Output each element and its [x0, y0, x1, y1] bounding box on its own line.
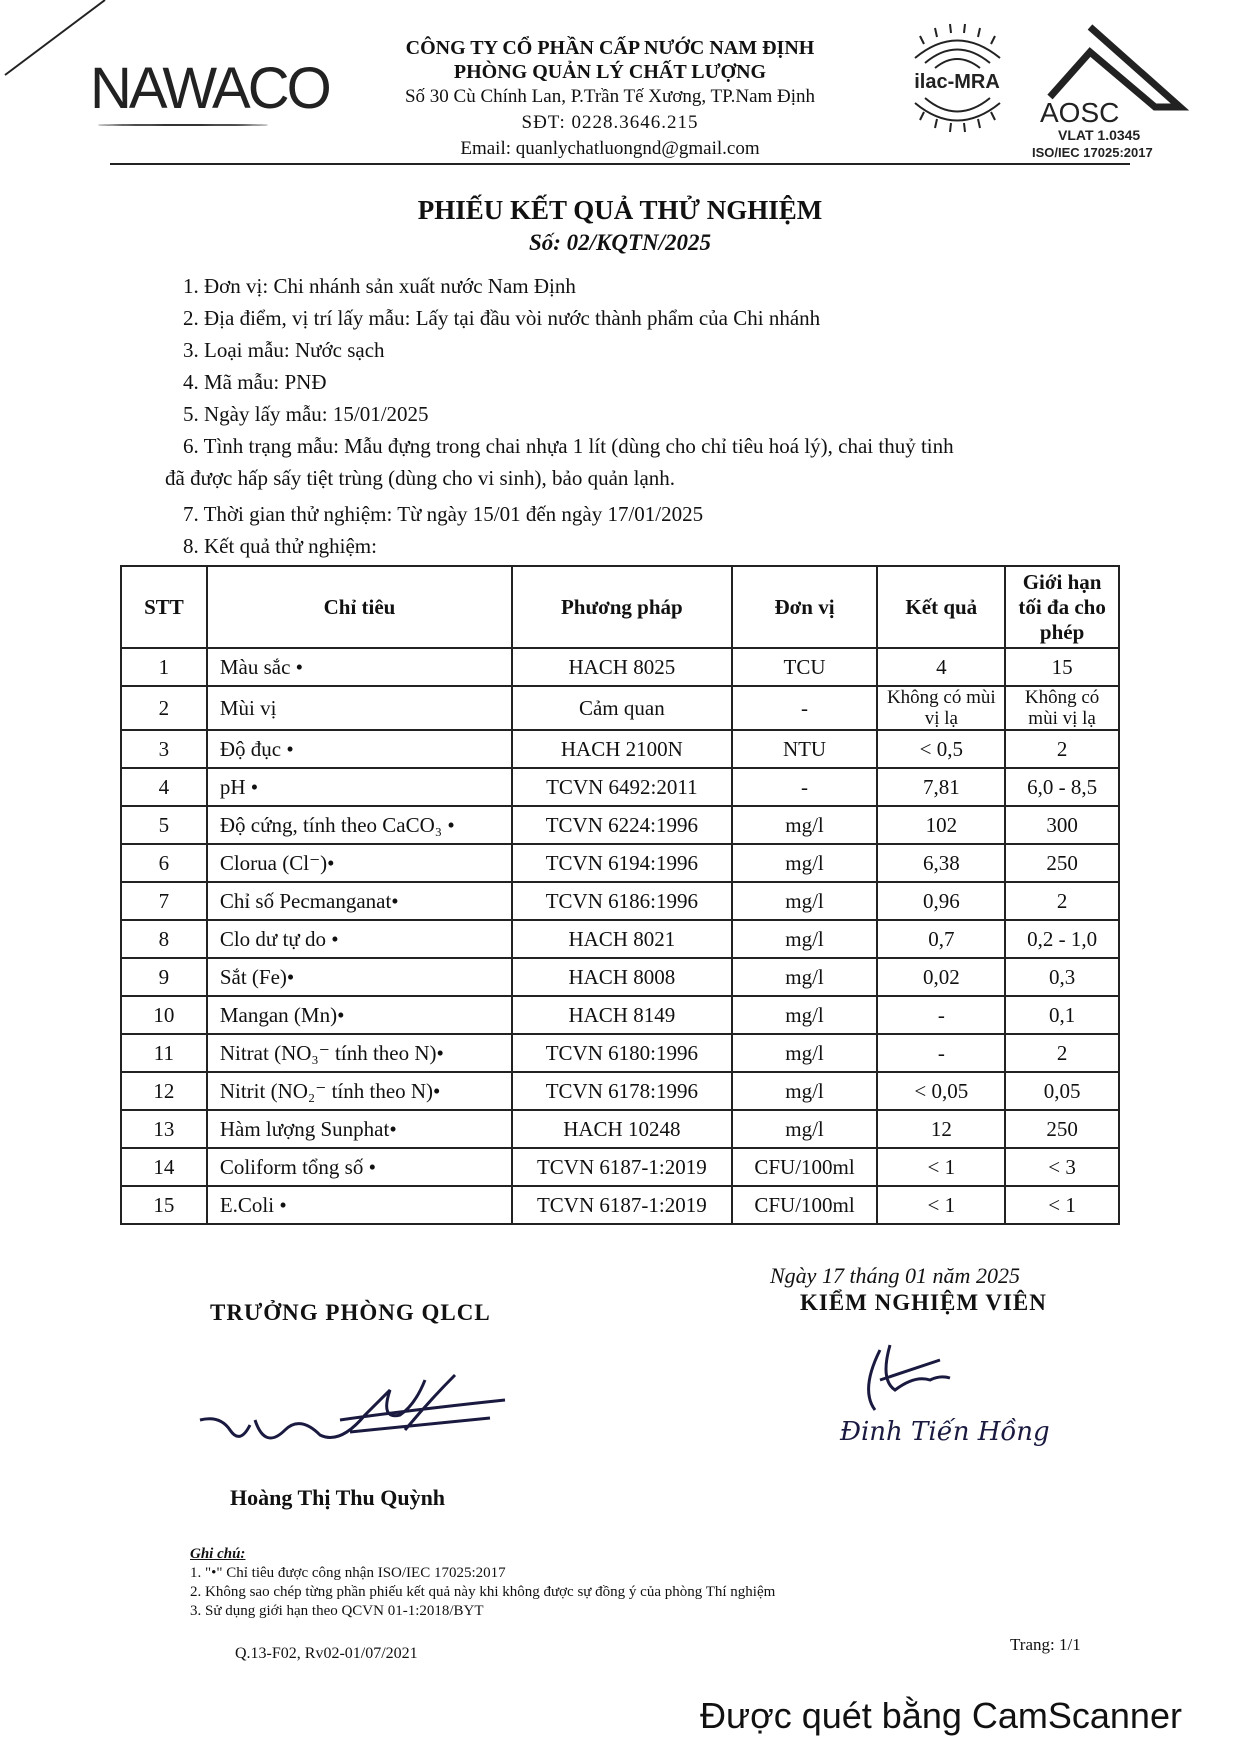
table-row	[121, 844, 1119, 882]
scanner-watermark: Được quét bằng CamScanner	[700, 1695, 1182, 1736]
cell-unit: -	[732, 686, 878, 730]
info-sample-state-cont: đã được hấp sấy tiệt trùng (dùng cho vi sinh), bảo quản lạnh.	[165, 466, 676, 490]
table-row	[121, 1110, 1119, 1148]
cell-unit: CFU/100ml	[732, 1148, 878, 1186]
cell-parameter: Nitrat (NO₃⁻ tính theo N)•	[207, 1034, 512, 1072]
cell-stt: 4	[121, 768, 207, 806]
table-row	[121, 1072, 1119, 1110]
info-test-time: 7. Thời gian thử nghiệm: Từ ngày 15/01 đến ngày 17/01/2025	[183, 502, 704, 526]
cell-limit: Không có mùi vị lạ	[1005, 686, 1119, 730]
aosc-text: AOSC	[1040, 97, 1120, 128]
info-location: 2. Địa điểm, vị trí lấy mẫu: Lấy tại đầu vòi nước thành phẩm của Chi nhánh	[183, 306, 821, 330]
cell-limit: 0,1	[1005, 996, 1119, 1034]
cell-unit: mg/l	[732, 844, 878, 882]
cell-stt: 13	[121, 1110, 207, 1148]
aosc-standard: ISO/IEC 17025:2017	[1032, 145, 1153, 160]
inspector-handwritten-name: Đinh Tiến Hồng	[840, 1417, 1050, 1447]
cell-unit: mg/l	[732, 996, 878, 1034]
company-address: Số 30 Cù Chính Lan, P.Trần Tế Xương, TP.Nam Định	[404, 86, 816, 107]
cell-result: < 1	[877, 1186, 1005, 1224]
table-row	[121, 1034, 1119, 1072]
cell-unit: mg/l	[732, 920, 878, 958]
info-sample-code: 4. Mã mẫu: PNĐ	[183, 370, 327, 394]
note-item: 2. Không sao chép từng phần phiếu kết quả này khi không được sự đồng ý của phòng Thí nghiệm	[190, 1584, 776, 1600]
cell-parameter: Mangan (Mn)•	[207, 996, 512, 1034]
cell-unit: CFU/100ml	[732, 1186, 878, 1224]
header-unit: Đơn vị	[732, 566, 878, 648]
table-row	[121, 920, 1119, 958]
cell-method: TCVN 6194:1996	[512, 844, 731, 882]
cell-result: < 0,5	[877, 730, 1005, 768]
cell-method: TCVN 6178:1996	[512, 1072, 731, 1110]
table-row	[121, 996, 1119, 1034]
cell-parameter: Sắt (Fe)•	[207, 958, 512, 996]
cell-stt: 3	[121, 730, 207, 768]
table-row	[121, 1186, 1119, 1224]
cell-limit: 250	[1005, 1110, 1119, 1148]
info-unit: 1. Đơn vị: Chi nhánh sản xuất nước Nam Định	[183, 274, 576, 298]
company-name: CÔNG TY CỔ PHẦN CẤP NƯỚC NAM ĐỊNH	[405, 37, 815, 59]
cell-parameter: Clo dư tự do •	[207, 920, 512, 958]
cell-stt: 2	[121, 686, 207, 730]
cell-method: Cảm quan	[512, 686, 731, 730]
notes-heading: Ghi chú:	[190, 1546, 246, 1562]
cell-stt: 10	[121, 996, 207, 1034]
cell-parameter: Hàm lượng Sunphat•	[207, 1110, 512, 1148]
company-email: Email: quanlychatluongnd@gmail.com	[460, 138, 760, 159]
cell-unit: -	[732, 768, 878, 806]
cell-stt: 12	[121, 1072, 207, 1110]
cell-result: 0,96	[877, 882, 1005, 920]
cell-limit: 2	[1005, 730, 1119, 768]
cell-method: TCVN 6187-1:2019	[512, 1186, 731, 1224]
cell-limit: 2	[1005, 1034, 1119, 1072]
header-limit: Giới hạn tối đa cho phép	[1005, 566, 1119, 648]
cell-unit: mg/l	[732, 806, 878, 844]
table-row	[121, 648, 1119, 686]
cell-stt: 15	[121, 1186, 207, 1224]
cell-method: TCVN 6186:1996	[512, 882, 731, 920]
ilac-mra-seal	[890, 18, 1025, 138]
cell-parameter: Màu sắc •	[207, 648, 512, 686]
cell-method: TCVN 6492:2011	[512, 768, 731, 806]
header-divider	[110, 163, 1130, 165]
document-title: PHIẾU KẾT QUẢ THỬ NGHIỆM	[417, 195, 823, 225]
cell-stt: 14	[121, 1148, 207, 1186]
table-row	[121, 1148, 1119, 1186]
aosc-code: VLAT 1.0345	[1058, 127, 1141, 143]
table-row	[121, 882, 1119, 920]
cell-result: 102	[877, 806, 1005, 844]
cell-limit: < 3	[1005, 1148, 1119, 1186]
cell-result: -	[877, 996, 1005, 1034]
cell-stt: 11	[121, 1034, 207, 1072]
note-item: 1. "•" Chỉ tiêu được công nhận ISO/IEC 17025:2017	[190, 1565, 506, 1581]
cell-method: HACH 8008	[512, 958, 731, 996]
info-sample-state: 6. Tình trạng mẫu: Mẫu đựng trong chai nhựa 1 lít (dùng cho chỉ tiêu hoá lý), chai thuỷ tinh	[183, 434, 954, 458]
cell-result: < 1	[877, 1148, 1005, 1186]
cell-unit: mg/l	[732, 958, 878, 996]
cell-parameter: Độ cứng, tính theo CaCO₃ •	[207, 806, 512, 844]
cell-stt: 9	[121, 958, 207, 996]
cell-parameter: Clorua (Cl⁻)•	[207, 844, 512, 882]
cell-parameter: E.Coli •	[207, 1186, 512, 1224]
cell-result: 0,7	[877, 920, 1005, 958]
cell-result: 6,38	[877, 844, 1005, 882]
cell-limit: 0,05	[1005, 1072, 1119, 1110]
cell-limit: 6,0 - 8,5	[1005, 768, 1119, 806]
cell-result: < 0,05	[877, 1072, 1005, 1110]
cell-limit: 0,2 - 1,0	[1005, 920, 1119, 958]
table-row	[121, 686, 1119, 730]
info-sample-type: 3. Loại mẫu: Nước sạch	[183, 338, 385, 362]
cell-stt: 6	[121, 844, 207, 882]
cell-method: TCVN 6224:1996	[512, 806, 731, 844]
cell-limit: 300	[1005, 806, 1119, 844]
cell-limit: 250	[1005, 844, 1119, 882]
cell-parameter: Mùi vị	[207, 686, 512, 730]
head-of-qc-name: Hoàng Thị Thu Quỳnh	[230, 1485, 446, 1510]
cell-limit: 0,3	[1005, 958, 1119, 996]
cell-result: 4	[877, 648, 1005, 686]
info-sample-date: 5. Ngày lấy mẫu: 15/01/2025	[183, 402, 429, 426]
document-number: Số: 02/KQTN/2025	[528, 230, 712, 255]
cell-unit: mg/l	[732, 1034, 878, 1072]
cell-result: 0,02	[877, 958, 1005, 996]
cell-unit: TCU	[732, 648, 878, 686]
aosc-accreditation-mark	[1030, 22, 1190, 162]
table-row	[121, 730, 1119, 768]
cell-parameter: Nitrit (NO₂⁻ tính theo N)•	[207, 1072, 512, 1110]
cell-stt: 5	[121, 806, 207, 844]
table-row	[121, 768, 1119, 806]
cell-unit: mg/l	[732, 1072, 878, 1110]
cell-method: TCVN 6180:1996	[512, 1034, 731, 1072]
head-of-qc-signature	[190, 1360, 520, 1460]
note-item: 3. Sử dụng giới hạn theo QCVN 01-1:2018/BYT	[190, 1603, 484, 1619]
cell-parameter: Coliform tổng số •	[207, 1148, 512, 1186]
head-of-qc-title: TRƯỞNG PHÒNG QLCL	[210, 1300, 491, 1325]
form-code: Q.13-F02, Rv02-01/07/2021	[235, 1645, 418, 1662]
cell-unit: mg/l	[732, 1110, 878, 1148]
cell-method: HACH 2100N	[512, 730, 731, 768]
company-phone: SĐT: 0228.3646.215	[521, 112, 699, 133]
cell-limit: < 1	[1005, 1186, 1119, 1224]
signoff-date: Ngày 17 tháng 01 năm 2025	[770, 1263, 1020, 1288]
inspector-signature	[820, 1330, 1080, 1460]
table-header-row	[121, 566, 1119, 648]
cell-method: HACH 8149	[512, 996, 731, 1034]
header-result: Kết quả	[877, 566, 1005, 648]
cell-method: HACH 8025	[512, 648, 731, 686]
info-results-label: 8. Kết quả thử nghiệm:	[183, 534, 377, 558]
page-number: Trang: 1/1	[1010, 1635, 1081, 1654]
cell-result: -	[877, 1034, 1005, 1072]
logo-underline	[98, 124, 268, 126]
notes-section	[190, 1545, 775, 1621]
cell-parameter: Độ đục •	[207, 730, 512, 768]
cell-method: HACH 8021	[512, 920, 731, 958]
table-row	[121, 806, 1119, 844]
nawaco-logo: NAWACO	[90, 56, 329, 121]
header-parameter: Chỉ tiêu	[207, 566, 512, 648]
cell-unit: mg/l	[732, 882, 878, 920]
cell-parameter: Chỉ số Pecmanganat•	[207, 882, 512, 920]
table-row	[121, 958, 1119, 996]
cell-stt: 1	[121, 648, 207, 686]
department-name: PHÒNG QUẢN LÝ CHẤT LƯỢNG	[453, 61, 767, 83]
cell-limit: 2	[1005, 882, 1119, 920]
results-table	[120, 565, 1120, 1225]
cell-result: Không có mùi vị lạ	[877, 686, 1005, 730]
header-method: Phương pháp	[512, 566, 731, 648]
header-stt: STT	[121, 566, 207, 648]
cell-stt: 7	[121, 882, 207, 920]
cell-result: 7,81	[877, 768, 1005, 806]
ilac-text: ilac-MRA	[914, 71, 1000, 93]
cell-limit: 15	[1005, 648, 1119, 686]
cell-method: HACH 10248	[512, 1110, 731, 1148]
cell-stt: 8	[121, 920, 207, 958]
cell-result: 12	[877, 1110, 1005, 1148]
company-header	[320, 36, 900, 162]
cell-unit: NTU	[732, 730, 878, 768]
cell-parameter: pH •	[207, 768, 512, 806]
cell-method: TCVN 6187-1:2019	[512, 1148, 731, 1186]
inspector-title: KIỂM NGHIỆM VIÊN	[800, 1290, 1047, 1315]
